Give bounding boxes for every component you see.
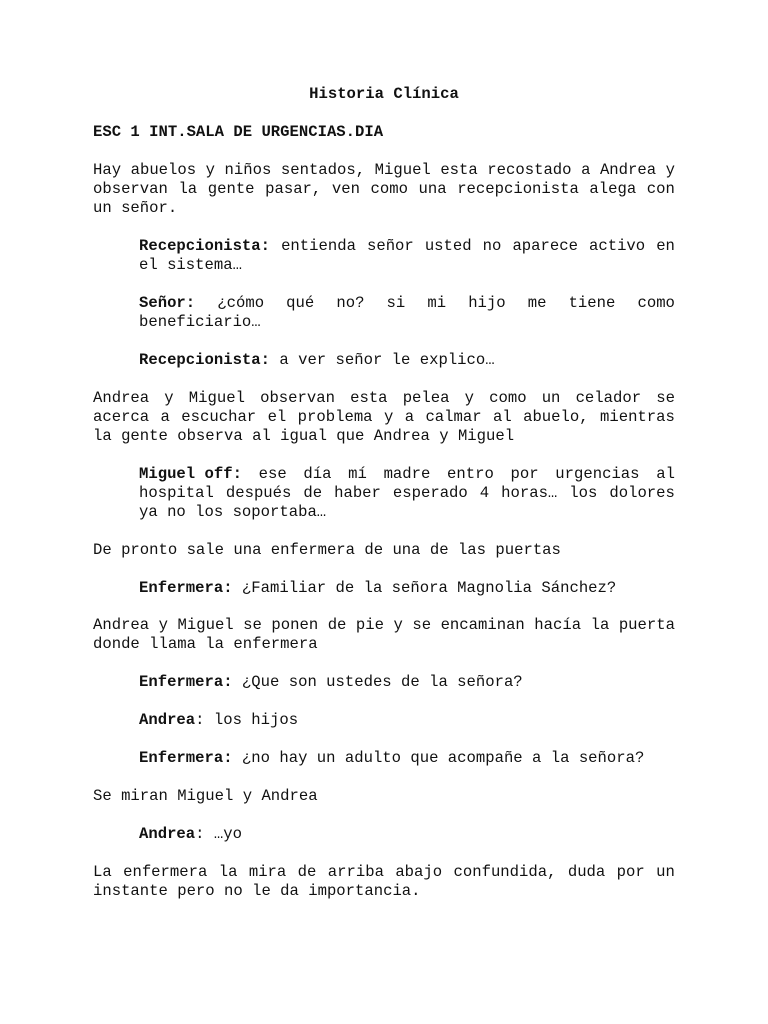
word: mi (427, 294, 447, 312)
dialogue-2-line-2: beneficiario… (139, 313, 261, 331)
word: por (510, 465, 539, 483)
paragraph-1-line-3: un señor. (93, 199, 178, 217)
word: recostado (487, 161, 572, 179)
word: y (158, 616, 169, 634)
word: hacía (534, 616, 582, 634)
word: entro (447, 465, 494, 483)
word: a (581, 161, 591, 179)
dialogue-text: a ver señor le explico… (270, 351, 495, 369)
word: ¿cómo (217, 294, 265, 312)
word: ven (331, 180, 360, 198)
dialogue-speaker: Enfermera: (139, 579, 233, 597)
dialogue-speaker: Andrea (139, 711, 196, 729)
word: como (370, 180, 408, 198)
paragraph-6-line-1 (93, 862, 675, 882)
word: abuelos (130, 161, 197, 179)
paragraph-4-line-1 (93, 615, 675, 635)
word: y (464, 389, 474, 407)
word: escuchar (181, 408, 257, 426)
word: después (225, 484, 292, 502)
word: hijo (468, 294, 506, 312)
word: a (404, 408, 415, 426)
word: abajo (395, 863, 443, 881)
word: me (527, 294, 547, 312)
dialogue-4-line-1 (139, 464, 675, 484)
word: Hay (93, 161, 122, 179)
word: Miguel (188, 389, 245, 407)
word: haber (334, 484, 381, 502)
dialogue-4-line-2 (139, 483, 675, 503)
dialogue-speaker: Andrea (139, 825, 196, 843)
word: puerta (618, 616, 675, 634)
word: mientras (600, 408, 675, 426)
word: esperado (392, 484, 468, 502)
word: calmar (425, 408, 482, 426)
word: al (656, 465, 675, 483)
paragraph-5: Se miran Miguel y Andrea (93, 787, 318, 805)
dialogue-speaker: Señor: (139, 294, 196, 312)
word: usted (424, 237, 472, 255)
word: los (569, 484, 598, 502)
word: activo (589, 237, 646, 255)
word: como (489, 389, 527, 407)
word: mira (248, 863, 287, 881)
word: Andrea (93, 616, 150, 634)
word: el (267, 408, 287, 426)
word: y (383, 408, 394, 426)
dialogue-speaker: Recepcionista: (139, 351, 271, 369)
word: qué (286, 294, 315, 312)
word: confundida, (453, 863, 557, 881)
word: tiene (568, 294, 616, 312)
word: Miguel (177, 616, 234, 634)
dialogue-8 (139, 748, 644, 768)
word: si (386, 294, 406, 312)
dialogue-text: : los hijos (195, 711, 299, 729)
word: Andrea (599, 161, 657, 179)
dialogue-7 (139, 710, 298, 730)
word: Andrea (93, 389, 150, 407)
word: y (205, 161, 216, 179)
word: arriba (327, 863, 384, 881)
word: se (243, 616, 262, 634)
paragraph-3: De pronto sale una enfermera de una de las puertas (93, 541, 561, 559)
paragraph-1-line-2 (93, 179, 675, 199)
word: niños (224, 161, 272, 179)
word: esta (440, 161, 478, 179)
paragraph-6-line-2: instante pero no le da importancia. (93, 882, 421, 900)
word: no (482, 237, 502, 255)
word: se (412, 616, 432, 634)
word: la (218, 863, 238, 881)
scene-heading: ESC 1 INT.SALA DE URGENCIAS.DIA (93, 123, 384, 141)
word: acerca (93, 408, 150, 426)
word: enfermera (123, 863, 208, 881)
word: mí (348, 465, 367, 483)
word: la (590, 616, 610, 634)
dialogue-text: ¿Familiar de la señora Magnolia Sánchez? (232, 579, 617, 597)
dialogue-6 (139, 672, 523, 692)
word: dolores (609, 484, 675, 502)
word: entienda (281, 237, 356, 255)
word: hospital (139, 484, 214, 502)
word: se (656, 389, 675, 407)
word: señor (366, 237, 414, 255)
word: abuelo, (523, 408, 589, 426)
dialogue-speaker: Recepcionista: (139, 237, 271, 255)
word: gente (207, 180, 255, 198)
dialogue-9 (139, 824, 242, 844)
word: observan (260, 389, 335, 407)
dialogue-2-line-1 (139, 293, 675, 313)
word: pelea (402, 389, 450, 407)
document-title: Historia Clínica (309, 85, 459, 103)
dialogue-5 (139, 578, 616, 598)
dialogue-text: : …yo (195, 825, 242, 843)
paragraph-2-line-3: la gente observa al igual que Andrea y Miguel (93, 427, 515, 445)
word: 4 (479, 484, 490, 502)
word: y (164, 389, 174, 407)
word: esta (350, 389, 388, 407)
dialogue-3 (139, 350, 495, 370)
paragraph-2-line-2 (93, 407, 675, 427)
word: y (665, 161, 675, 179)
dialogue-1-line-1 (139, 236, 675, 256)
word: y (393, 616, 403, 634)
word: pasar, (265, 180, 322, 198)
word: ese (258, 465, 287, 483)
word: celador (575, 389, 642, 407)
paragraph-1-line-1 (93, 160, 675, 180)
word: al (492, 408, 512, 426)
dialogue-text: ¿no hay un adulto que acompañe a la señora? (232, 749, 645, 767)
paragraph-2-line-1 (93, 388, 675, 408)
word: pie (355, 616, 384, 634)
dialogue-text: ¿Que son ustedes de la señora? (232, 673, 523, 691)
word: de (297, 863, 317, 881)
word: de (303, 484, 323, 502)
word: un (541, 389, 561, 407)
word: ponen (271, 616, 319, 634)
word: alega (589, 180, 637, 198)
word: un (656, 863, 675, 881)
word: una (418, 180, 447, 198)
paragraph-4-line-2: donde llama la enfermera (93, 635, 318, 653)
dialogue-4-line-3: ya no los soportaba… (139, 503, 327, 521)
word: con (646, 180, 675, 198)
word: encaminan (440, 616, 525, 634)
word: de (327, 616, 347, 634)
word: Miguel (374, 161, 431, 179)
word: día (303, 465, 332, 483)
word: urgencias (555, 465, 640, 483)
dialogue-1-line-2: el sistema… (139, 256, 242, 274)
word: horas… (501, 484, 558, 502)
word: sentados, (280, 161, 366, 179)
dialogue-speaker: Enfermera: (139, 673, 233, 691)
dialogue-speaker: Miguel off: (139, 465, 242, 483)
word: como (637, 294, 675, 312)
word: La (93, 863, 112, 881)
dialogue-speaker: Enfermera: (139, 749, 233, 767)
word: no? (336, 294, 365, 312)
word: duda (567, 863, 606, 881)
word: madre (383, 465, 431, 483)
word: recepcionista (457, 180, 579, 198)
word: en (656, 237, 675, 255)
word: por (616, 863, 645, 881)
word: a (160, 408, 170, 426)
word: la (178, 180, 198, 198)
word: aparece (512, 237, 578, 255)
word: problema (297, 408, 373, 426)
word: observan (93, 180, 168, 198)
